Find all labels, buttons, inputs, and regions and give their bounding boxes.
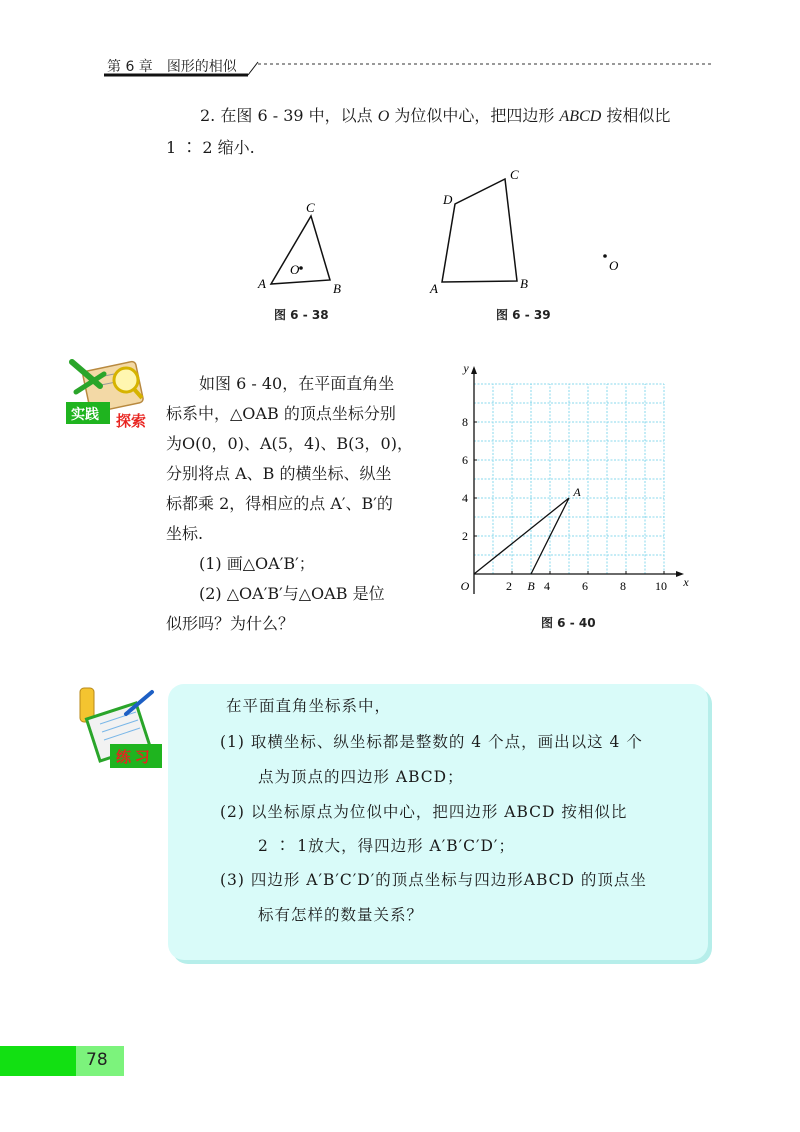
explore-label-right: 探索: [116, 414, 147, 430]
explore-line: 标都乘 2，得相应的点 A′、B′的: [166, 494, 393, 513]
x-tick-label: 6: [582, 579, 588, 593]
practice-line: (1) 取横坐标、纵坐标都是整数的 4 个点，画出以这 4 个: [220, 733, 643, 751]
explore-line: (2) △OA′B′与△OAB 是位: [199, 584, 385, 603]
header-rule: [0, 0, 800, 90]
x-tick-label: 2: [506, 579, 512, 593]
y-axis-arrow: [471, 366, 477, 374]
y-axis-label: y: [463, 361, 469, 375]
problem-2-line2: 1 ∶ 2 缩小.: [166, 138, 255, 157]
explore-line: 分别将点 A、B 的横坐标、纵坐: [166, 464, 392, 483]
label-a-38: A: [258, 276, 266, 291]
x-tick-label: 10: [655, 579, 667, 593]
practice-label: 练 习: [116, 750, 150, 766]
chapter-number: 第 6 章: [107, 59, 153, 75]
fig39-caption: 图 6 - 39: [496, 308, 551, 322]
practice-line: 在平面直角坐标系中，: [226, 697, 392, 715]
coordinate-chart: [455, 361, 690, 600]
point-a-label: A: [573, 485, 581, 499]
y-tick-label: 4: [462, 491, 468, 505]
page-number: 78: [86, 1050, 108, 1070]
y-tick-label: 8: [462, 415, 468, 429]
explore-line: 如图 6 - 40，在平面直角坐: [199, 374, 395, 393]
point-b-label: B: [527, 579, 535, 593]
label-c-39: C: [510, 167, 519, 182]
fig40-caption: 图 6 - 40: [541, 616, 596, 630]
label-a-39: A: [430, 281, 438, 296]
practice-line: (3) 四边形 A′B′C′D′的顶点坐标与四边形ABCD 的顶点坐: [220, 871, 647, 889]
x-axis-label: x: [683, 575, 689, 589]
explore-text: [166, 369, 436, 639]
explore-icon: [64, 352, 164, 436]
practice-line: 2 ∶ 1放大，得四边形 A′B′C′D′；: [258, 837, 515, 855]
problem-2-line1: 2. 在图 6 - 39 中，以点 O 为位似中心，把四边形 ABCD 按相似比: [200, 106, 671, 125]
explore-label-left: 实践: [71, 408, 99, 423]
label-c-38: C: [306, 200, 315, 215]
explore-line: (1) 画△OA′B′；: [199, 554, 315, 573]
origin-label: O: [460, 579, 470, 593]
label-o-39: O: [609, 258, 619, 273]
explore-line: 坐标.: [166, 524, 204, 543]
label-b-39: B: [520, 276, 528, 291]
label-d-39: D: [443, 192, 453, 207]
chapter-title: 图形的相似: [166, 59, 237, 75]
practice-box: [168, 684, 708, 960]
practice-line: (2) 以坐标原点为位似中心，把四边形 ABCD 按相似比: [220, 803, 628, 821]
x-tick-label: 4: [544, 579, 550, 593]
x-tick-label: 8: [620, 579, 626, 593]
y-tick-label: 6: [462, 453, 468, 467]
point-o-39: [603, 254, 607, 258]
quadrilateral-abcd: [442, 179, 517, 282]
triangle-abc: [271, 216, 330, 284]
practice-line: 标有怎样的数量关系？: [258, 906, 424, 924]
explore-line: 为O(0，0)、A(5，4)、B(3，0)，: [166, 434, 413, 453]
practice-icon: [66, 684, 166, 768]
fig38-caption: 图 6 - 38: [274, 308, 329, 322]
label-o-38: O: [290, 262, 300, 277]
point-o-38: [299, 266, 303, 270]
explore-line: 标系中，△OAB 的顶点坐标分别: [166, 404, 396, 423]
explore-line: 似形吗？为什么？: [166, 614, 295, 633]
figures-38-39: [0, 160, 800, 340]
practice-line: 点为顶点的四边形 ABCD；: [258, 768, 464, 786]
y-tick-label: 2: [462, 529, 468, 543]
label-b-38: B: [333, 281, 341, 296]
